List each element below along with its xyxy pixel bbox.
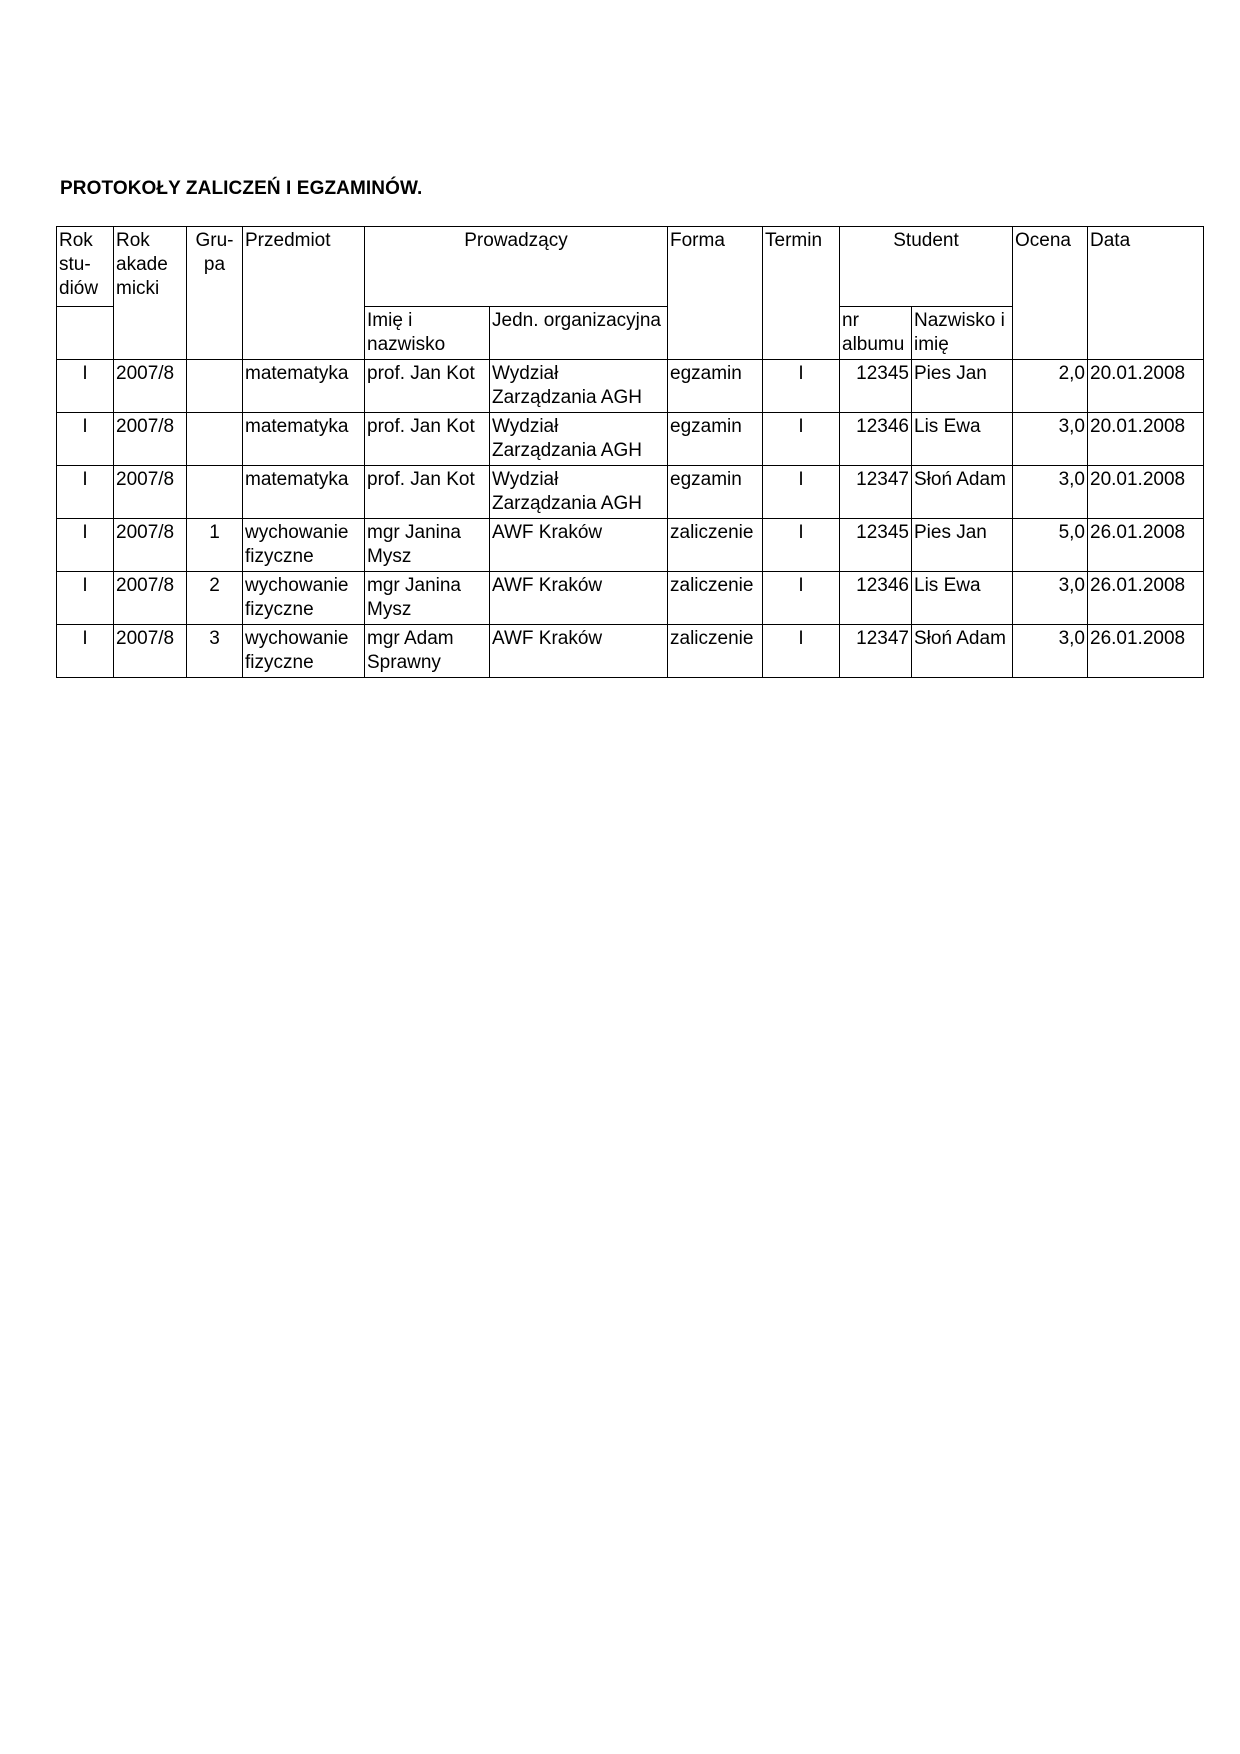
cell-student: Słoń Adam — [912, 625, 1013, 678]
cell-rok-akademicki: 2007/8 — [114, 572, 187, 625]
header-grupa: Gru- pa — [187, 227, 243, 360]
cell-rok: I — [57, 625, 114, 678]
table-header — [57, 227, 1204, 360]
cell-ocena: 3,0 — [1013, 413, 1088, 466]
table-row — [57, 519, 1204, 572]
header-ocena: Ocena — [1013, 227, 1088, 360]
table-row — [57, 466, 1204, 519]
cell-przedmiot: matematyka — [243, 413, 365, 466]
cell-data: 26.01.2008 — [1088, 625, 1204, 678]
cell-forma: egzamin — [668, 413, 763, 466]
cell-rok-akademicki: 2007/8 — [114, 466, 187, 519]
cell-student: Lis Ewa — [912, 413, 1013, 466]
cell-jednostka: AWF Kraków — [490, 572, 668, 625]
cell-jednostka: Wydział Zarządzania AGH — [490, 413, 668, 466]
header-data: Data — [1088, 227, 1204, 360]
table-row — [57, 572, 1204, 625]
cell-ocena: 2,0 — [1013, 360, 1088, 413]
cell-prowadzacy: prof. Jan Kot — [365, 360, 490, 413]
header-rok-studiow: Rok stu- diów — [57, 227, 114, 307]
cell-forma: zaliczenie — [668, 572, 763, 625]
table-row — [57, 413, 1204, 466]
header-jednostka: Jedn. organizacyjna — [490, 307, 668, 360]
cell-grupa: 2 — [187, 572, 243, 625]
cell-grupa — [187, 466, 243, 519]
cell-termin: I — [763, 466, 840, 519]
cell-termin: I — [763, 572, 840, 625]
cell-rok-akademicki: 2007/8 — [114, 360, 187, 413]
cell-grupa — [187, 413, 243, 466]
cell-rok: I — [57, 413, 114, 466]
cell-nr-albumu: 12347 — [840, 625, 912, 678]
cell-data: 20.01.2008 — [1088, 466, 1204, 519]
cell-prowadzacy: prof. Jan Kot — [365, 466, 490, 519]
cell-nr-albumu: 12346 — [840, 572, 912, 625]
cell-jednostka: AWF Kraków — [490, 625, 668, 678]
cell-jednostka: Wydział Zarządzania AGH — [490, 360, 668, 413]
cell-termin: I — [763, 413, 840, 466]
cell-data: 26.01.2008 — [1088, 572, 1204, 625]
cell-forma: egzamin — [668, 360, 763, 413]
cell-rok-akademicki: 2007/8 — [114, 625, 187, 678]
header-nr-albumu: nr albumu — [840, 307, 912, 360]
document-title: PROTOKOŁY ZALICZEŃ I EGZAMINÓW. — [60, 178, 423, 199]
cell-data: 20.01.2008 — [1088, 413, 1204, 466]
header-rok-akademicki: Rok akade micki — [114, 227, 187, 360]
cell-rok-akademicki: 2007/8 — [114, 413, 187, 466]
cell-student: Lis Ewa — [912, 572, 1013, 625]
header-forma: Forma — [668, 227, 763, 360]
table-body — [57, 360, 1204, 678]
cell-student: Pies Jan — [912, 519, 1013, 572]
cell-forma: zaliczenie — [668, 519, 763, 572]
cell-forma: zaliczenie — [668, 625, 763, 678]
cell-nr-albumu: 12347 — [840, 466, 912, 519]
cell-data: 20.01.2008 — [1088, 360, 1204, 413]
cell-przedmiot: wychowanie fizyczne — [243, 625, 365, 678]
header-nazwisko-imie: Nazwisko i imię — [912, 307, 1013, 360]
cell-ocena: 5,0 — [1013, 519, 1088, 572]
cell-prowadzacy: mgr Janina Mysz — [365, 519, 490, 572]
cell-nr-albumu: 12345 — [840, 519, 912, 572]
cell-grupa: 1 — [187, 519, 243, 572]
cell-rok-akademicki: 2007/8 — [114, 519, 187, 572]
cell-student: Pies Jan — [912, 360, 1013, 413]
cell-nr-albumu: 12346 — [840, 413, 912, 466]
header-przedmiot: Przedmiot — [243, 227, 365, 360]
cell-forma: egzamin — [668, 466, 763, 519]
cell-grupa — [187, 360, 243, 413]
table-row — [57, 360, 1204, 413]
header-prowadzacy: Prowadzący — [365, 227, 668, 307]
header-imie-nazwisko: Imię i nazwisko — [365, 307, 490, 360]
cell-termin: I — [763, 519, 840, 572]
cell-jednostka: AWF Kraków — [490, 519, 668, 572]
cell-rok: I — [57, 519, 114, 572]
cell-przedmiot: matematyka — [243, 360, 365, 413]
cell-przedmiot: wychowanie fizyczne — [243, 572, 365, 625]
cell-prowadzacy: mgr Adam Sprawny — [365, 625, 490, 678]
cell-prowadzacy: mgr Janina Mysz — [365, 572, 490, 625]
header-termin: Termin — [763, 227, 840, 360]
cell-rok: I — [57, 466, 114, 519]
cell-rok: I — [57, 572, 114, 625]
cell-nr-albumu: 12345 — [840, 360, 912, 413]
cell-termin: I — [763, 360, 840, 413]
cell-termin: I — [763, 625, 840, 678]
cell-ocena: 3,0 — [1013, 625, 1088, 678]
cell-jednostka: Wydział Zarządzania AGH — [490, 466, 668, 519]
cell-prowadzacy: prof. Jan Kot — [365, 413, 490, 466]
protocol-table — [56, 226, 1204, 678]
cell-przedmiot: matematyka — [243, 466, 365, 519]
cell-ocena: 3,0 — [1013, 466, 1088, 519]
header-student: Student — [840, 227, 1013, 307]
cell-ocena: 3,0 — [1013, 572, 1088, 625]
cell-przedmiot: wychowanie fizyczne — [243, 519, 365, 572]
cell-rok: I — [57, 360, 114, 413]
header-empty-cell — [57, 307, 114, 360]
cell-data: 26.01.2008 — [1088, 519, 1204, 572]
cell-grupa: 3 — [187, 625, 243, 678]
table-row — [57, 625, 1204, 678]
cell-student: Słoń Adam — [912, 466, 1013, 519]
